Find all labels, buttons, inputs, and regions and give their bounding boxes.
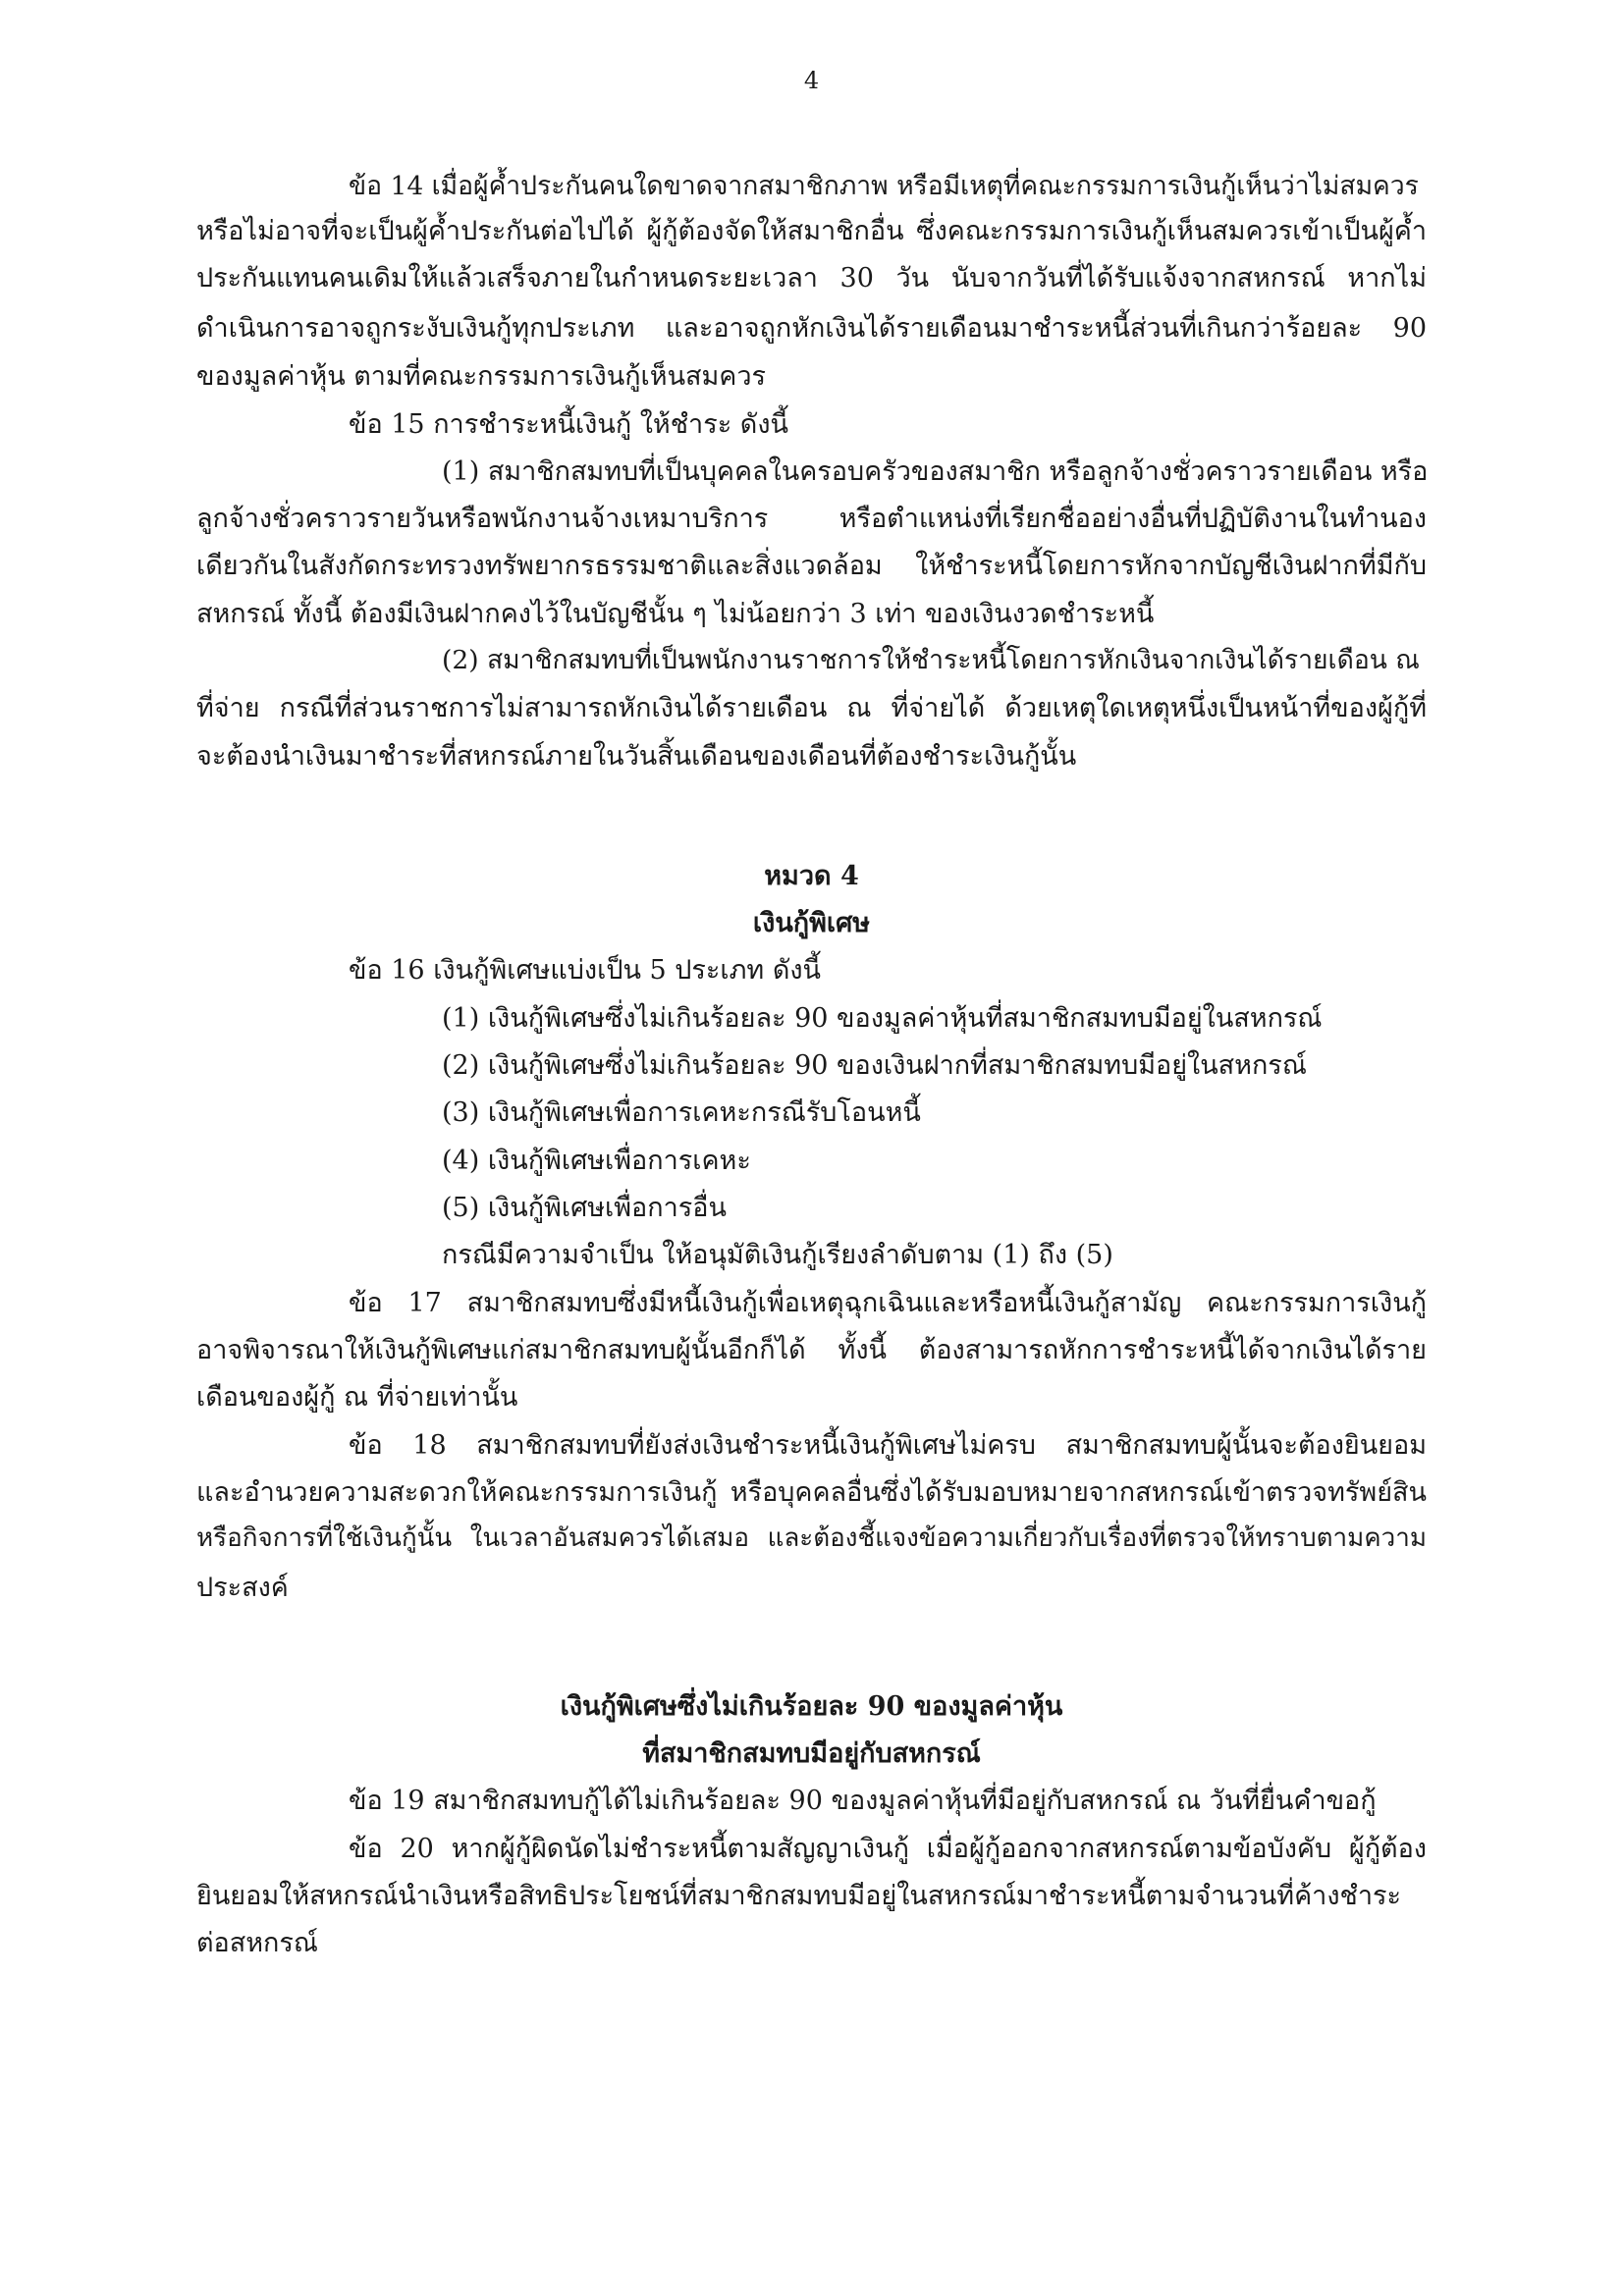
clause-17-line-2: อาจพิจารณาให้เงินกู้พิเศษแก่สมาชิกสมทบผู้นั้นอีกก็ได้ ทั้งนี้ ต้องสามารถหักการชำระหนี้ได้จากเงินได้ราย — [196, 1335, 1427, 1365]
clause-14-line-1: ข้อ 14 เมื่อผู้ค้ำประกันคนใดขาดจากสมาชิกภาพ หรือมีเหตุที่คณะกรรมการเงินกู้เห็นว่าไม่สมควร — [349, 171, 1419, 201]
subheading-line-2: ที่สมาชิกสมทบมีอยู่กับสหกรณ์ — [642, 1738, 981, 1769]
clause-15-line-1: ข้อ 15 การชำระหนี้เงินกู้ ให้ชำระ ดังนี้ — [349, 409, 788, 440]
clause-16-line-1: ข้อ 16 เงินกู้พิเศษแบ่งเป็น 5 ประเภท ดังนี้ — [349, 955, 821, 986]
clause-15-item1-line-3: เดียวกันในสังกัดกระทรวงทรัพยากรธรรมชาติและสิ่งแวดล้อม ให้ชำระหนี้โดยการหักจากบัญชีเงินฝากที่มีกับ — [196, 551, 1427, 581]
clause-14-line-3: ประกันแทนคนเดิมให้แล้วเสร็จภายในกำหนดระยะเวลา 30 วัน นับจากวันที่ได้รับแจ้งจากสหกรณ์ หากไม่ — [196, 263, 1427, 294]
clause-15-item2-line-3: จะต้องนำเงินมาชำระที่สหกรณ์ภายในวันสิ้นเดือนของเดือนที่ต้องชำระเงินกู้นั้น — [196, 741, 1077, 772]
clause-15-item2-line-1: (2) สมาชิกสมทบที่เป็นพนักงานราชการให้ชำระหนี้โดยการหักเงินจากเงินได้รายเดือน ณ — [442, 645, 1420, 675]
clause-20-line-1: ข้อ 20 หากผู้กู้ผิดนัดไม่ชำระหนี้ตามสัญญาเงินกู้ เมื่อผู้กู้ออกจากสหกรณ์ตามข้อบังคับ ผู้กู้ต้อง — [349, 1834, 1427, 1864]
clause-18-line-2: และอำนวยความสะดวกให้คณะกรรมการเงินกู้ หรือบุคคลอื่นซึ่งได้รับมอบหมายจากสหกรณ์เข้าตรวจทรัพย์สิน — [196, 1477, 1427, 1508]
page-number: 4 — [803, 67, 820, 94]
subheading-line-1: เงินกู้พิเศษซึ่งไม่เกินร้อยละ 90 ของมูลค่าหุ้น — [560, 1691, 1063, 1722]
clause-16-item-5: (5) เงินกู้พิเศษเพื่อการอื่น — [442, 1193, 727, 1223]
clause-16-item-4: (4) เงินกู้พิเศษเพื่อการเคหะ — [442, 1146, 751, 1176]
clause-15-item1-line-1: (1) สมาชิกสมทบที่เป็นบุคคลในครอบครัวของสมาชิก หรือลูกจ้างชั่วคราวรายเดือน หรือ — [442, 456, 1429, 487]
clause-15-item2-line-2: ที่จ่าย กรณีที่ส่วนราชการไม่สามารถหักเงินได้รายเดือน ณ ที่จ่ายได้ ด้วยเหตุใดเหตุหนึ่งเป็นหน้าที่ของผู้กู้ที่ — [196, 693, 1427, 723]
clause-14-line-4: ดำเนินการอาจถูกระงับเงินกู้ทุกประเภท และอาจถูกหักเงินได้รายเดือนมาชำระหนี้ส่วนที่เกินกว่าร้อยละ 90 — [196, 313, 1427, 344]
clause-18-line-3: หรือกิจการที่ใช้เงินกู้นั้น ในเวลาอันสมควรได้เสมอ และต้องชี้แจงข้อความเกี่ยวกับเรื่องที่ตรวจให้ทราบตามความ — [196, 1523, 1427, 1553]
clause-17-line-3: เดือนของผู้กู้ ณ ที่จ่ายเท่านั้น — [196, 1382, 518, 1413]
clause-16-note: กรณีมีความจำเป็น ให้อนุมัติเงินกู้เรียงลำดับตาม (1) ถึง (5) — [442, 1240, 1113, 1270]
clause-20-line-2: ยินยอมให้สหกรณ์นำเงินหรือสิทธิประโยชน์ที่สมาชิกสมทบมีอยู่ในสหกรณ์มาชำระหนี้ตามจำนวนที่ค้างชำระ — [196, 1881, 1401, 1911]
clause-15-item1-line-4: สหกรณ์ ทั้งนี้ ต้องมีเงินฝากคงไว้ในบัญชีนั้น ๆ ไม่น้อยกว่า 3 เท่า ของเงินงวดชำระหนี้ — [196, 599, 1155, 629]
clause-17-line-1: ข้อ 17 สมาชิกสมทบซึ่งมีหนี้เงินกู้เพื่อเหตุฉุกเฉินและหรือหนี้เงินกู้สามัญ คณะกรรมการเงินกู้ — [349, 1288, 1427, 1318]
clause-15-item1-line-2: ลูกจ้างชั่วคราวรายวันหรือพนักงานจ้างเหมาบริการ หรือตำแหน่งที่เรียกชื่ออย่างอื่นที่ปฏิบัติงานในทำนอง — [196, 504, 1427, 534]
clause-19-line-1: ข้อ 19 สมาชิกสมทบกู้ได้ไม่เกินร้อยละ 90 ของมูลค่าหุ้นที่มีอยู่กับสหกรณ์ ณ วันที่ยื่นคำขอกู้ — [349, 1786, 1377, 1816]
clause-16-item-1: (1) เงินกู้พิเศษซึ่งไม่เกินร้อยละ 90 ของมูลค่าหุ้นที่สมาชิกสมทบมีอยู่ในสหกรณ์ — [442, 1003, 1323, 1034]
clause-14-line-5: ของมูลค่าหุ้น ตามที่คณะกรรมการเงินกู้เห็นสมควร — [196, 361, 767, 392]
clause-16-item-3: (3) เงินกู้พิเศษเพื่อการเคหะกรณีรับโอนหนี้ — [442, 1097, 921, 1128]
chapter-title: เงินกู้พิเศษ — [752, 908, 871, 938]
clause-18-line-4: ประสงค์ — [196, 1573, 289, 1603]
chapter-number: หมวด 4 — [764, 861, 859, 891]
clause-18-line-1: ข้อ 18 สมาชิกสมทบที่ยังส่งเงินชำระหนี้เงินกู้พิเศษไม่ครบ สมาชิกสมทบผู้นั้นจะต้องยินยอม — [349, 1430, 1427, 1461]
clause-20-line-3: ต่อสหกรณ์ — [196, 1928, 318, 1958]
clause-16-item-2: (2) เงินกู้พิเศษซึ่งไม่เกินร้อยละ 90 ของเงินฝากที่สมาชิกสมทบมีอยู่ในสหกรณ์ — [442, 1050, 1307, 1081]
clause-14-line-2: หรือไม่อาจที่จะเป็นผู้ค้ำประกันต่อไปได้ ผู้กู้ต้องจัดให้สมาชิกอื่น ซึ่งคณะกรรมการเงินกู้เห็นสมควรเข้าเป็นผู้ค้ำ — [196, 216, 1427, 246]
